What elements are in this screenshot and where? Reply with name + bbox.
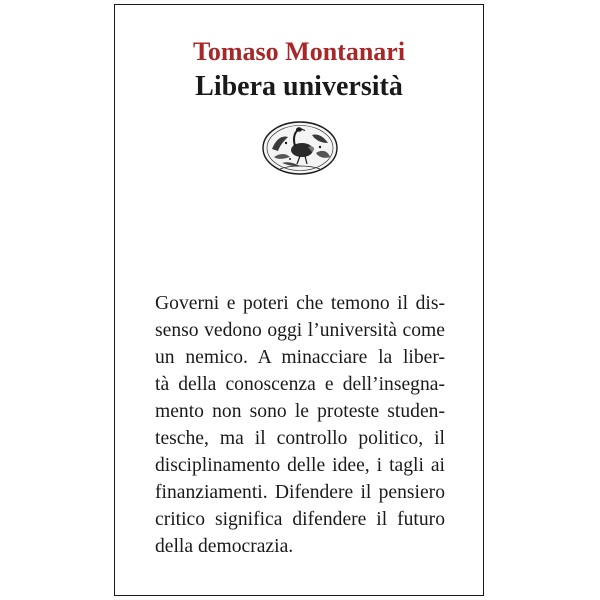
blurb-line: critico significa difendere il futuro (155, 509, 445, 530)
blurb-line: tesche, ma il controllo politico, il (155, 428, 445, 449)
blurb-line: un nemico. A minacciare la liber- (155, 347, 445, 368)
blurb-line: tà della conoscenza e dell’insegna- (155, 374, 445, 395)
blurb-line: senso vedono oggi l’università come (155, 320, 445, 341)
blurb-line: della democrazia. (155, 536, 294, 557)
back-blurb (155, 290, 445, 560)
blurb-line: mento non sono le proteste studen- (155, 401, 445, 422)
blurb-line: disciplinamento delle idee, i tagli ai (155, 455, 445, 476)
blurb-line: Governi e poteri che temono il dis- (155, 293, 445, 314)
einaudi-ostrich-emblem-icon (260, 119, 340, 177)
author-name: Tomaso Montanari (192, 37, 406, 66)
blurb-line: finanziamenti. Difendere il pensiero (155, 482, 445, 503)
book-title: Libera università (195, 71, 403, 102)
book-cover (114, 4, 484, 596)
